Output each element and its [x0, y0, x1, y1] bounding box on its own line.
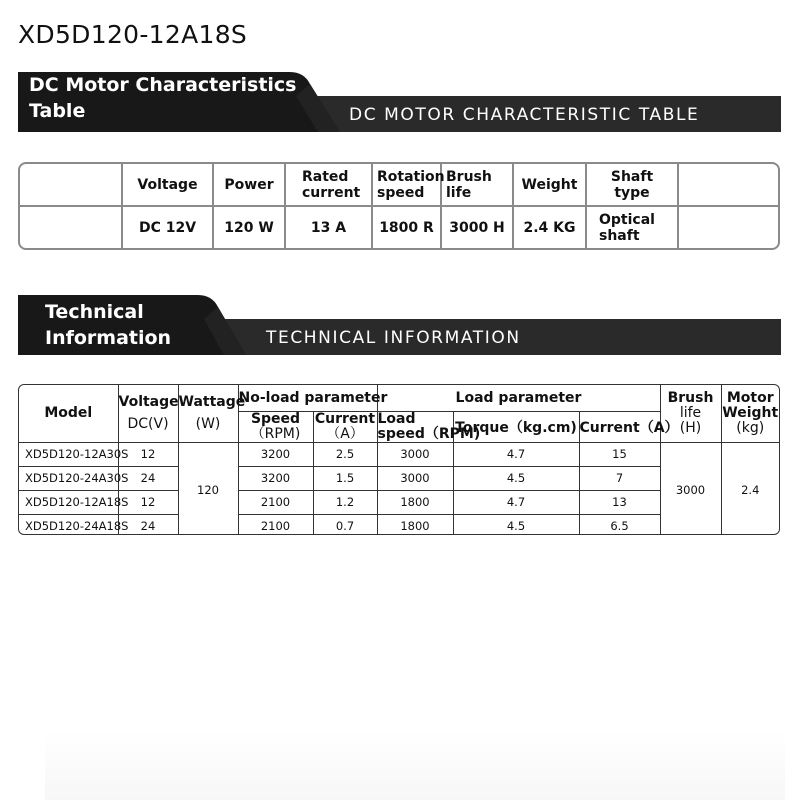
tech-header-wattage: Wattage (W)	[178, 385, 238, 442]
char-header-brush-life: Brush life	[441, 164, 513, 206]
banner-main-label: DC Motor Characteristics Table	[29, 74, 297, 122]
char-value-shaft-type: Optical shaft	[586, 206, 678, 248]
footer-shade	[45, 730, 785, 800]
tech-cell-model: XD5D120-12A18S	[19, 490, 118, 514]
technical-header-row	[19, 385, 779, 411]
char-header-power: Power	[213, 164, 285, 206]
tech-header-brush-life: Brush life (H)	[660, 385, 721, 442]
section-banner-technical	[18, 295, 781, 355]
tech-cell-model: XD5D120-12A30S	[19, 442, 118, 466]
char-value-cell	[20, 206, 122, 248]
tech-cell-noload-current: 1.5	[313, 466, 377, 490]
tech-cell-torque: 4.7	[453, 490, 579, 514]
char-value-voltage: DC 12V	[122, 206, 213, 248]
tech-cell-load-current: 6.5	[579, 514, 660, 535]
char-header-cell	[678, 164, 780, 206]
char-header-rated-current: Rated current	[285, 164, 372, 206]
tech-cell-noload-speed: 3200	[238, 442, 313, 466]
tech-cell-torque: 4.7	[453, 442, 579, 466]
char-header-weight: Weight	[513, 164, 586, 206]
tech-header-load: Load parameter	[377, 385, 660, 411]
tech-cell-brush-life: 3000	[660, 442, 721, 535]
tech-header-motor-weight: Motor Weight (kg)	[721, 385, 779, 442]
tech-cell-voltage: 12	[118, 490, 178, 514]
tech-header-load-current: Current（A）	[579, 411, 660, 442]
tech-cell-load-speed: 1800	[377, 514, 453, 535]
tech-cell-noload-current: 1.2	[313, 490, 377, 514]
tech-cell-model: XD5D120-24A18S	[19, 514, 118, 535]
tech-cell-noload-current: 0.7	[313, 514, 377, 535]
tech-cell-voltage: 24	[118, 514, 178, 535]
char-value-cell	[678, 206, 780, 248]
tech-header-model: Model	[19, 385, 118, 442]
char-header-rotation-speed: Rotation speed	[372, 164, 441, 206]
technical-table	[18, 384, 780, 535]
tech-cell-load-speed: 1800	[377, 490, 453, 514]
tech-cell-noload-current: 2.5	[313, 442, 377, 466]
char-value-rated-current: 13 A	[285, 206, 372, 248]
tech-cell-wattage: 120	[178, 442, 238, 535]
section-banner-characteristics	[18, 72, 781, 132]
char-value-brush-life: 3000 H	[441, 206, 513, 248]
char-value-power: 120 W	[213, 206, 285, 248]
tech-cell-model: XD5D120-24A30S	[19, 466, 118, 490]
tech-header-voltage: Voltage DC(V)	[118, 385, 178, 442]
tech-header-torque: Torque（kg.cm)	[453, 411, 579, 442]
tech-header-noload-current: Current （A）	[314, 410, 376, 442]
tech-cell-voltage: 12	[118, 442, 178, 466]
char-value-weight: 2.4 KG	[513, 206, 586, 248]
tech-cell-load-current: 15	[579, 442, 660, 466]
tech-cell-noload-speed: 2100	[238, 490, 313, 514]
characteristics-header-row	[20, 164, 780, 206]
tech-cell-load-speed: 3000	[377, 466, 453, 490]
page-title: XD5D120-12A18S	[18, 20, 248, 49]
char-header-voltage: Voltage	[122, 164, 213, 206]
tech-cell-load-speed: 3000	[377, 442, 453, 466]
tech-cell-load-current: 13	[579, 490, 660, 514]
tech-cell-noload-speed: 2100	[238, 514, 313, 535]
table-row	[19, 442, 779, 466]
char-header-shaft-type: Shaft type	[586, 164, 678, 206]
tech-cell-load-current: 7	[579, 466, 660, 490]
tech-header-load-speed: Load speed（RPM)	[377, 410, 481, 442]
tech-cell-torque: 4.5	[453, 466, 579, 490]
char-header-cell	[20, 164, 122, 206]
tech-header-noload: No-load parameter	[238, 385, 377, 411]
banner-sub-label: DC MOTOR CHARACTERISTIC TABLE	[349, 105, 700, 125]
char-value-rotation-speed: 1800 R	[372, 206, 441, 248]
banner-sub-label: TECHNICAL INFORMATION	[266, 328, 521, 348]
tech-cell-motor-weight: 2.4	[721, 442, 779, 535]
tech-cell-noload-speed: 3200	[238, 466, 313, 490]
tech-header-noload-speed: Speed （RPM)	[238, 411, 313, 442]
characteristics-table	[18, 162, 780, 250]
tech-cell-voltage: 24	[118, 466, 178, 490]
characteristics-value-row	[20, 206, 780, 248]
tech-cell-torque: 4.5	[453, 514, 579, 535]
banner-main-label: Technical Information	[45, 301, 172, 349]
